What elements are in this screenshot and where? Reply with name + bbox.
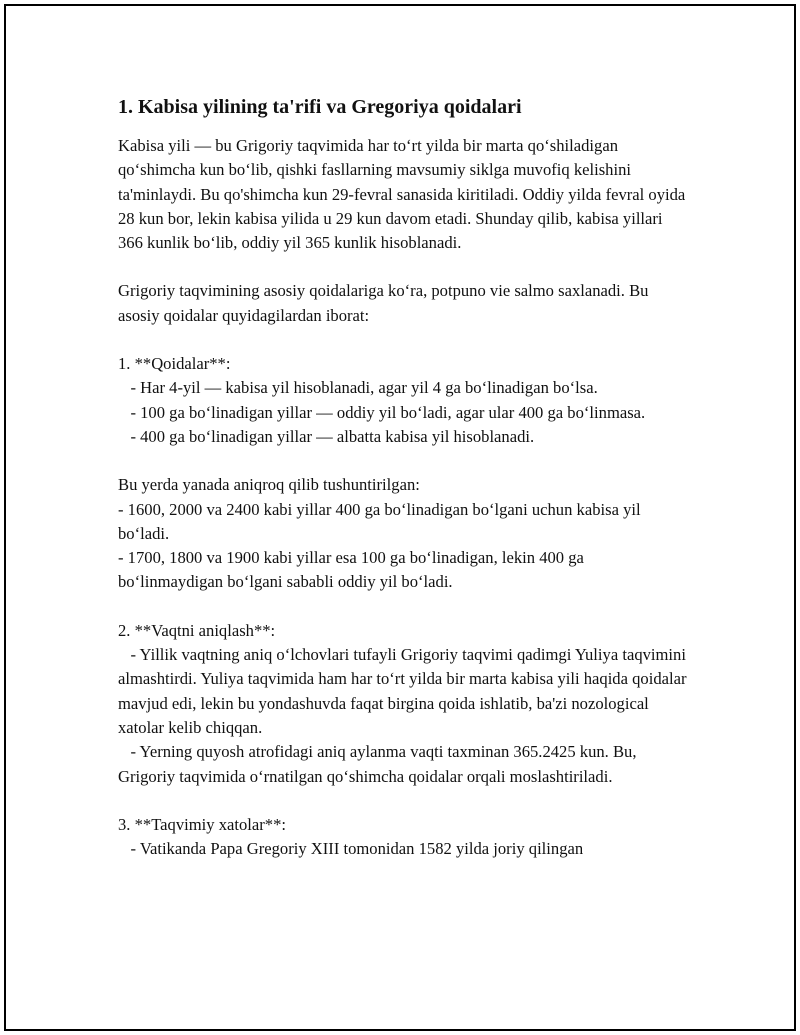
paragraph-examples: Bu yerda yanada aniqroq qilib tushuntirilgan: - 1600, 2000 va 2400 kabi yillar 400 ga bo‘linadigan bo‘lgani uchun kabisa yil bo‘ladi. - 1700, 1800 va 1900 kabi yillar esa 100 ga bo‘linadigan, lekin 400 ga bo‘linmaydigan bo‘lgani sababli oddiy yil bo‘ladi.: [118, 475, 641, 592]
paragraph-definition: Kabisa yili — bu Grigoriy taqvimida har to‘rt yilda bir marta qo‘shiladigan qo‘shimcha kun bo‘lib, qishki fasllarning mavsumiy siklga muvofiq kelishini ta'minlaydi. Bu qo'shimcha kun 29-fevral sanasida kiritiladi. Oddiy yilda fevral oyida 28 kun bor, lekin kabisa yilida u 29 kun davom etadi. Shunday qilib, kabisa yillari 366 kunlik bo‘lib, oddiy yil 365 kunlik hisoblanadi.: [118, 136, 690, 253]
paragraph-time-measurement: 2. **Vaqtni aniqlash**: - Yillik vaqtning aniq o‘lchovlari tufayli Grigoriy taqvimi qadimgi Yuliya taqvimini almashtirdi. Yuliya taqvimida ham har to‘rt yilda bir marta kabisa yili haqida qoidalar mavjud edi, lekin bu yondashuvda faqat birgina qoida ishlatib, ba'zi nozological xatolar kelib chiqqan. - Yerning quyosh atrofidagi aniq aylanma vaqti taxminan 365.2425 kun. Bu, Grigoriy taqvimida o‘rnatilgan qo‘shimcha qoidalar orqali moslashtiriladi.: [118, 620, 687, 786]
paragraph-rules-list: 1. **Qoidalar**: - Har 4-yil — kabisa yil hisoblanadi, agar yil 4 ga bo‘linadigan bo‘lsa. - 100 ga bo‘linadigan yillar — oddiy yil bo‘ladi, agar ular 400 ga bo‘linmasa. - 400 ga bo‘linadigan yillar — albatta kabisa yil hisoblanadi.: [118, 354, 646, 446]
section-heading: 1. Kabisa yilining ta'rifi va Gregoriya qoidalari: [118, 96, 522, 118]
paragraph-rules-intro: Grigoriy taqvimining asosiy qoidalariga ko‘ra, potpuno vie salmo saxlanadi. Bu asosiy qoidalar quyidagilardan iborat:: [118, 281, 653, 325]
paragraph-calendar-errors: 3. **Taqvimiy xatolar**: - Vatikanda Papa Gregoriy XIII tomonidan 1582 yilda joriy qilingan: [118, 814, 584, 859]
document-body: [118, 94, 688, 885]
